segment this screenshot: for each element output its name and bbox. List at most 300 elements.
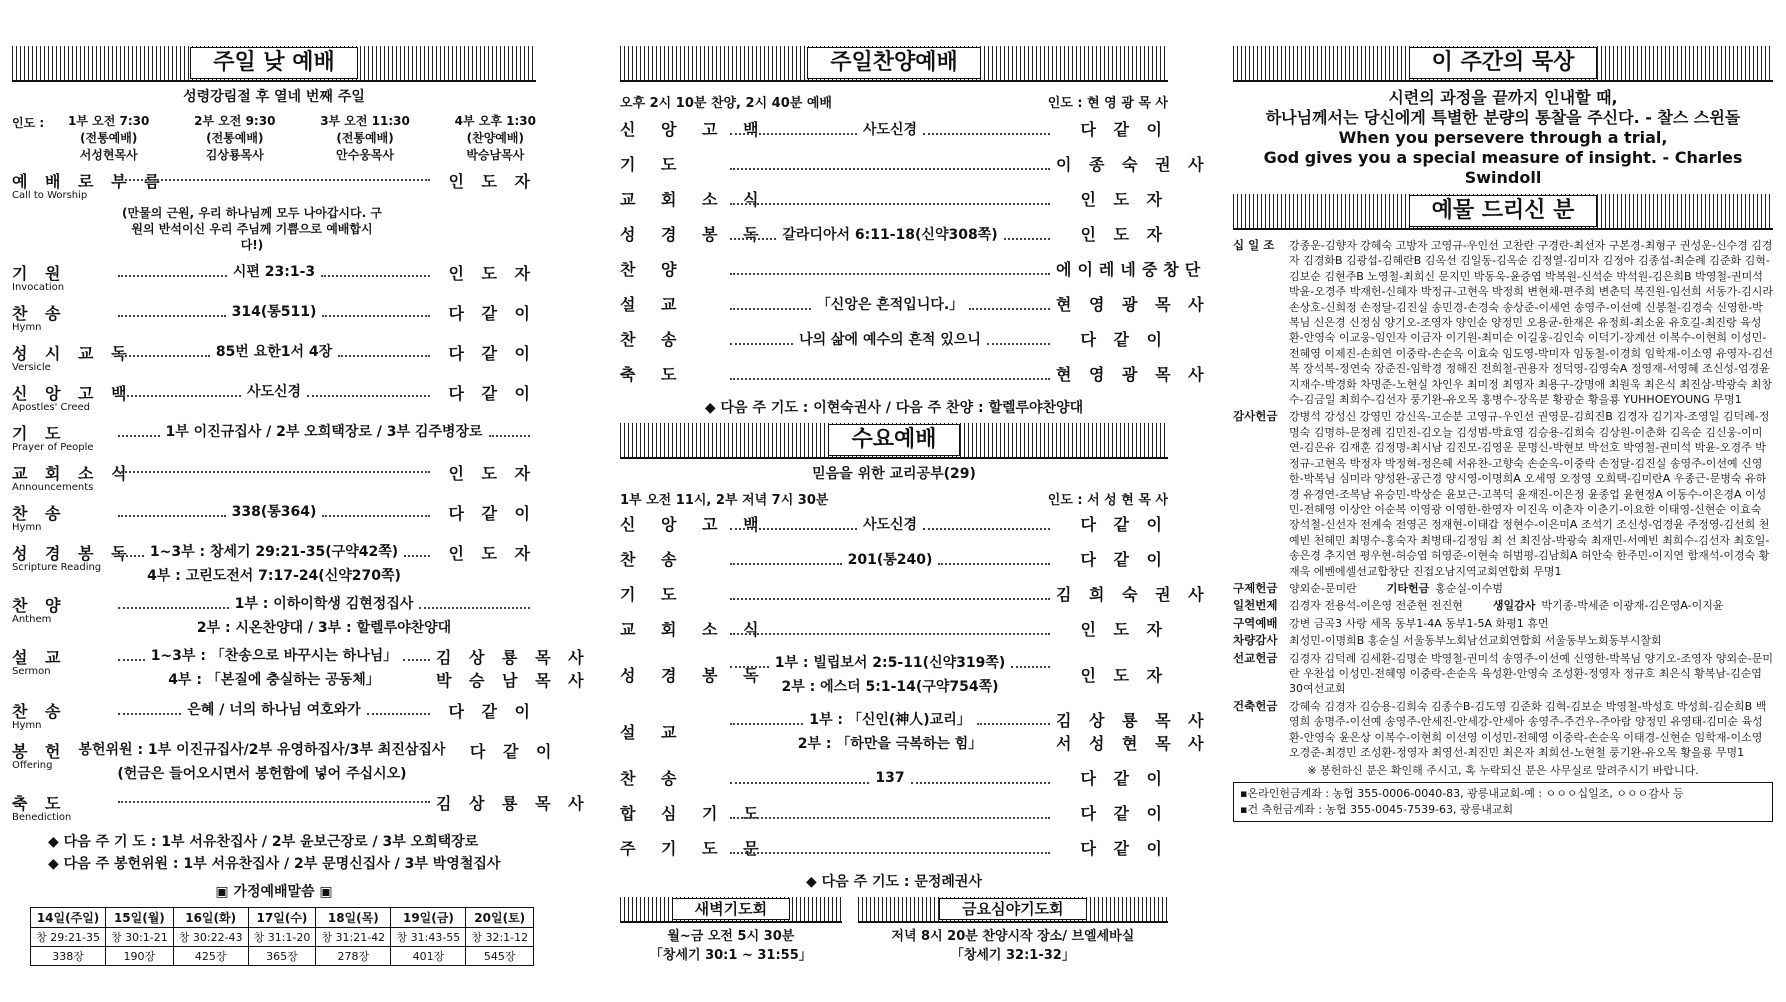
item-title: 찬 송: [620, 330, 687, 349]
item-content: 314(통511): [231, 304, 317, 320]
worship-item: [12, 739, 558, 783]
leader-dots: [322, 505, 430, 517]
leader-dots: [730, 263, 1050, 275]
item-content: 사도신경: [862, 121, 918, 138]
item-title: 찬 송: [12, 702, 67, 721]
item-content-area: [112, 791, 436, 803]
meditation-header: [1233, 46, 1773, 82]
item-english: Apostles' Creed: [12, 402, 91, 413]
item-title: 찬 양: [12, 596, 67, 615]
item-content-area: [112, 593, 536, 637]
worship-item: [620, 512, 1168, 535]
item-line: [112, 461, 436, 473]
family-cell: 190장: [106, 947, 173, 966]
item-content-area: [112, 645, 436, 689]
family-cell: 16일(화): [173, 908, 248, 928]
item-responsible: 다 같 이: [1080, 330, 1168, 349]
giver-names-text: 최성민-이명희B 홍순실 서울동부노회남선교회연합회 서울동부노회동부시찰회: [1289, 634, 1662, 648]
worship-item: [620, 708, 1210, 754]
praise-info: [620, 92, 1168, 111]
item-right: [436, 645, 590, 691]
item-title: 성 경 봉 독: [12, 544, 133, 563]
item-right: [436, 341, 536, 364]
leader-dots: [118, 345, 210, 357]
worship-item: [12, 301, 536, 333]
wednesday-time: 1부 오전 11시, 2부 저녁 7시 30분: [620, 493, 829, 508]
sunday-worship-header: [12, 46, 536, 82]
giver-group: [1233, 598, 1773, 613]
item-content: 137: [875, 769, 905, 786]
worship-item: [12, 206, 536, 253]
giver-category: 십 일 조: [1233, 238, 1275, 252]
leader-dots: [730, 553, 842, 565]
item-right: [1056, 512, 1168, 535]
item-right: [1056, 152, 1210, 175]
wednesday-subtitle: 믿음을 위한 교리공부(29): [812, 466, 976, 482]
item-responsible: 현 영 광 목 사: [1056, 295, 1210, 314]
item-content-area: [724, 329, 1056, 349]
item-label: [12, 593, 112, 625]
leader-dots: [489, 425, 531, 437]
item-line: [112, 645, 436, 665]
prayer-meetings: [620, 897, 1168, 963]
leader-dots: [923, 518, 1050, 530]
givers-list: [1233, 238, 1773, 760]
worship-item: [620, 327, 1168, 350]
item-label: [12, 301, 112, 333]
giver-names-text-2: 박기종-박세준 이광재-김은영A-이지윤: [1541, 599, 1724, 613]
item-responsible: 인 도 자: [448, 544, 536, 563]
item-right: [1056, 117, 1168, 140]
item-right: [436, 501, 536, 524]
worship-item: [620, 582, 1210, 605]
leaders-label: 인도 :: [12, 116, 45, 130]
item-right: [436, 301, 536, 324]
worship-item: [620, 187, 1168, 210]
service-leader: 김상룡목사: [205, 148, 264, 162]
item-title: 성 시 교 독: [12, 344, 133, 363]
item-content: 1~3부 : 「찬송으로 바꾸시는 하나님」: [150, 648, 398, 664]
worship-item: [12, 501, 536, 533]
worship-item: [620, 257, 1207, 280]
family-cell: 278장: [316, 947, 391, 966]
worship-item: [620, 117, 1168, 140]
wednesday-info: [620, 489, 1168, 508]
item-content: 201(통240): [847, 551, 933, 568]
next-prayer: ◆ 다음 주 기 도 : 1부 서유찬집사 / 2부 윤보근장로 / 3부 오희택장로: [48, 834, 479, 850]
item-responsible: 다 같 이: [1080, 769, 1168, 788]
leader-dots: [321, 265, 430, 277]
family-cell: 창 31:21-42: [316, 928, 391, 947]
item-right: [1056, 547, 1168, 570]
service-kind: (전통예배): [206, 131, 264, 145]
praise-time: 오후 2시 10분 찬양, 2시 40분 예배: [620, 96, 832, 111]
worship-item: [12, 699, 536, 731]
item-content: 사도신경: [246, 384, 302, 400]
item-content-area: [112, 261, 436, 281]
item-label: [12, 791, 112, 823]
item-line: [724, 807, 1056, 819]
worship-item: [620, 362, 1210, 385]
item-content-area: [724, 709, 1056, 753]
leader-dots: [118, 385, 241, 397]
item-line: [724, 770, 1056, 786]
giver-category-2: 생일감사: [1492, 599, 1536, 613]
item-label: [12, 541, 133, 573]
item-responsible: 다 같 이: [1080, 839, 1168, 858]
item-content-area: [112, 541, 436, 585]
item-responsible: 다 같 이: [448, 702, 536, 721]
item-english: Sermon: [12, 666, 51, 677]
item-content-area: [724, 652, 1056, 696]
item-title: 합 심 기 도: [620, 804, 769, 823]
giver-group: [1233, 409, 1773, 578]
item-content: 「신앙은 흔적입니다.」: [816, 296, 964, 313]
leader-dots: [338, 345, 430, 357]
giver-group: [1233, 651, 1773, 697]
item-content-area: [724, 368, 1056, 380]
item-line: [724, 368, 1056, 380]
leader-dots: [118, 649, 145, 661]
leader-dots: [403, 649, 430, 661]
item-content-area: [724, 158, 1056, 170]
item-line: [66, 739, 457, 759]
service-leader: 안수웅목사: [336, 148, 395, 162]
item-title: 찬 송: [620, 769, 687, 788]
worship-item: [620, 801, 1168, 824]
giver-names: [1289, 409, 1773, 578]
leader-dots: [730, 158, 1050, 170]
giver-names-text: 강변 금곡3 사랑 세목 동부1-4A 동부1-5A 화평1 휴먼: [1289, 616, 1549, 630]
leader-dots: [404, 545, 430, 557]
leader-dots: [730, 713, 803, 725]
item-line: [724, 294, 1056, 314]
item-line: [724, 263, 1056, 275]
giver-category: 감사헌금: [1233, 409, 1278, 424]
leader-dots: [969, 298, 1050, 310]
family-cell: 창 30:1-21: [106, 928, 173, 947]
giver-group: [1233, 633, 1773, 648]
dawn-prayer: [620, 897, 842, 963]
item-content: 갈라디아서 6:11-18(신약308쪽): [782, 226, 998, 243]
item-responsible: 다 같 이: [1080, 120, 1168, 139]
item-title: 교 회 소 식: [620, 190, 769, 209]
item-responsible-2: 서 성 현 목 사: [1056, 734, 1210, 753]
giver-names-text: 김경자 김덕례 김세환-김명순 박영철-권미석 송영주-이선예 신영한-박복님 양기오-조영자 양외순-문미란 우찬섭 이성민-전혜영 이중락-손순옥 육성환-안영숙 조성환-정영자 정규호 최은식 황복남-김순엽 30여선교회: [1289, 651, 1773, 696]
item-title: 축 도: [620, 365, 687, 384]
item-content-area: [724, 514, 1056, 534]
item-title: 설 교: [620, 722, 687, 742]
next-week-notes: [48, 831, 536, 875]
friday-prayer: [858, 897, 1168, 963]
item-title: 신 앙 고 백: [12, 384, 133, 403]
leader-dots: [730, 588, 1050, 600]
family-cell: 17일(수): [248, 908, 315, 928]
family-cell: 15일(월): [106, 908, 173, 928]
item-english: Prayer of People: [12, 442, 94, 453]
worship-item: [12, 261, 536, 293]
item-english: Scripture Reading: [12, 562, 102, 573]
friday-prayer-time: 저녁 8시 20분 찬양시작 장소/ 브엘세바실: [891, 929, 1135, 944]
item-line: [724, 193, 1056, 205]
item-content-area: [724, 807, 1056, 819]
leader-dots: [322, 305, 430, 317]
family-cell: 14일(주일): [31, 908, 106, 928]
item-content-area: [112, 421, 536, 441]
item-english: Versicle: [12, 362, 51, 373]
family-cell: 창 30:22-43: [173, 928, 248, 947]
item-content-area: [112, 501, 436, 521]
item-title: 교 회 소 식: [12, 464, 133, 483]
service-kind: (찬양예배): [466, 131, 524, 145]
service-leader: 박승남목사: [466, 148, 525, 162]
item-title: 설 교: [620, 295, 687, 314]
sunday-worship-title: 주일 낮 예배: [190, 47, 358, 79]
item-content-area: [112, 699, 436, 719]
service-time: 2부 오전 9:30: [194, 114, 276, 128]
giver-group: [1233, 238, 1773, 407]
worship-item: [12, 791, 590, 823]
item-content: 시편 23:1-3: [232, 264, 316, 280]
item-responsible: 인 도 자: [1080, 225, 1168, 244]
item-content-area: [724, 842, 1056, 854]
item-content-2: (헌금은 들어오시면서 봉헌함에 넣어 주십시오): [117, 766, 407, 782]
worship-item: [620, 222, 1168, 245]
givers-title: 예물 드리신 분: [1409, 195, 1598, 227]
wednesday-worship-title: 수요예배: [828, 424, 959, 456]
leader-dots: [730, 807, 1050, 819]
item-line: [112, 541, 436, 561]
meditation-line: 시련의 과정을 끝까지 인내할 때,: [1388, 88, 1618, 107]
item-content-area: [112, 461, 436, 473]
service-3: [320, 112, 410, 163]
item-title: 축 도: [12, 794, 67, 813]
giver-names-text: 양외순-문미란: [1289, 581, 1357, 595]
family-cell: 창 31:43-55: [391, 928, 466, 947]
item-right: [1056, 663, 1168, 686]
praise-worship-header: [620, 46, 1168, 82]
leader-dots: [118, 505, 226, 517]
item-title: 기 원: [12, 264, 67, 283]
leader-dots: [419, 597, 530, 609]
item-label: [12, 169, 166, 201]
item-line: [724, 842, 1056, 854]
giver-category: 일천번제: [1233, 598, 1278, 613]
item-content-area: [112, 301, 436, 321]
praise-leader: 인도 : 현 영 광 목 사: [1047, 96, 1168, 111]
giving-notice: ※ 봉헌하신 분은 확인해 주시고, 혹 누락되신 분은 사무실로 알려주시기 바랍니다.: [1307, 764, 1699, 778]
item-responsible: 인 도 자: [1080, 620, 1168, 639]
item-right: [436, 381, 536, 404]
giver-names: [1289, 238, 1773, 407]
giver-group: [1233, 616, 1773, 631]
item-english: Hymn: [12, 322, 42, 333]
leader-dots: [118, 461, 430, 473]
item-responsible: 김 상 룡 목 사: [1056, 711, 1210, 730]
giver-names: [1289, 598, 1773, 613]
item-responsible: 현 영 광 목 사: [1056, 365, 1210, 384]
wednesday-leader: 인도 : 서 성 현 목 사: [1047, 493, 1168, 508]
item-title: 설 교: [12, 648, 67, 667]
item-content-area: [724, 770, 1056, 786]
meditation-line: God gives you a special measure of insight. - Charles Swindoll: [1263, 148, 1743, 187]
worship-item: [12, 645, 590, 691]
service-2: [194, 112, 275, 163]
item-responsible: 다 같 이: [1080, 550, 1168, 569]
item-title: 찬 양: [620, 260, 687, 279]
item-right: [1056, 187, 1168, 210]
item-right: [1056, 362, 1210, 385]
leader-dots: [977, 713, 1050, 725]
item-right: [1056, 708, 1210, 754]
item-right: [1056, 766, 1168, 789]
item-right: [436, 541, 536, 564]
item-title: 찬 송: [12, 304, 67, 323]
meditation-line: 하나님께서는 당신에게 특별한 분량의 통찰을 주신다. - 찰스 스윈돌: [1265, 108, 1741, 127]
family-worship-title: ▣ 가정예배말씀 ▣: [215, 884, 333, 900]
afternoon-worship-column: [620, 46, 1210, 963]
item-label: [12, 739, 66, 771]
leader-dots: [987, 333, 1050, 345]
item-line: [112, 501, 436, 521]
leader-dots: [730, 298, 811, 310]
item-line: [112, 593, 536, 613]
item-content: 338(통364): [231, 504, 317, 520]
worship-item: [12, 341, 536, 373]
item-right: [436, 461, 536, 484]
item-line: [724, 588, 1056, 600]
item-english: Offering: [12, 760, 53, 771]
family-cell: 18일(목): [316, 908, 391, 928]
leader-dots: [118, 791, 430, 803]
item-responsible: 다 같 이: [1080, 515, 1168, 534]
worship-item: [12, 169, 536, 201]
leader-dots: [938, 553, 1050, 565]
worship-item: [620, 547, 1168, 570]
wednesday-worship-header: [620, 423, 1168, 459]
leader-dots: [307, 385, 430, 397]
item-line: [112, 421, 536, 441]
giver-names-text: 김경자 전용석-이은영 전준현 전진현: [1289, 599, 1463, 613]
item-title: 교 회 소 식: [620, 620, 769, 639]
item-right: [1056, 292, 1210, 315]
family-cell: 338장: [31, 947, 106, 966]
item-content: 사도신경: [862, 516, 918, 533]
sunday-order-of-worship: [12, 169, 590, 823]
family-cell: 365장: [248, 947, 315, 966]
giver-category: 건축헌금: [1233, 698, 1278, 713]
item-title: 신 앙 고 백: [620, 515, 769, 534]
item-right: [1056, 617, 1168, 640]
item-right: [1056, 582, 1210, 605]
worship-item: [620, 766, 1168, 789]
leader-dots: [730, 368, 1050, 380]
item-responsible: 인 도 자: [448, 172, 536, 191]
item-responsible: 김 상 룡 목 사: [436, 648, 590, 667]
leader-dots: [730, 772, 869, 784]
item-responsible: 이 종 숙 권 사: [1056, 155, 1210, 174]
item-line: [112, 381, 436, 401]
worship-item: [12, 421, 536, 453]
leader-dots: [118, 169, 430, 181]
wednesday-next: ◆ 다음 주 기도 : 문정례권사: [806, 874, 982, 890]
item-right: [436, 791, 590, 814]
item-responsible: 김 상 룡 목 사: [436, 794, 590, 813]
family-cell: 19일(금): [391, 908, 466, 928]
giver-category: 구제헌금: [1233, 580, 1278, 595]
table-row: [31, 947, 534, 966]
item-label: [12, 501, 112, 533]
item-english: Benediction: [12, 812, 72, 823]
item-title: 찬 송: [620, 550, 687, 569]
service-4: [455, 112, 536, 163]
item-content-2: 2부 : 시온찬양대 / 3부 : 할렐루야찬양대: [196, 620, 452, 636]
leader-dots: [911, 772, 1050, 784]
leader-dots: [118, 597, 229, 609]
item-line: [724, 623, 1056, 635]
account-info-box: [1233, 782, 1773, 822]
item-responsible: 다 같 이: [1080, 804, 1168, 823]
leader-dots: [730, 623, 1050, 635]
item-line: [112, 261, 436, 281]
item-english: Announcements: [12, 482, 94, 493]
item-content: 은혜 / 너의 하나님 여호와가: [187, 702, 361, 718]
item-responsible: 다 같 이: [448, 344, 536, 363]
item-label: [12, 261, 112, 293]
item-content: 봉헌위원 : 1부 이진규집사/2부 유영하집사/3부 최진삼집사: [78, 742, 446, 758]
item-title: 주 기 도 문: [620, 839, 769, 858]
item-line: [724, 119, 1056, 139]
item-right: [457, 739, 557, 762]
dawn-prayer-text: 「창세기 30:1 ~ 31:55」: [649, 948, 812, 963]
worship-item: [12, 461, 536, 493]
item-responsible: 김 희 숙 권 사: [1056, 585, 1210, 604]
item-label: [12, 381, 133, 413]
giver-group: [1233, 699, 1773, 761]
item-line: [112, 699, 436, 719]
giver-group: [1233, 581, 1773, 596]
giver-names: [1289, 651, 1773, 697]
item-title: 성 경 봉 독: [620, 665, 769, 685]
giver-names: [1289, 581, 1773, 596]
leader-dots: [730, 228, 776, 240]
item-content-2: 2부 : 「하만을 극복하는 힘」: [797, 736, 983, 752]
item-title: 신 앙 고 백: [620, 120, 769, 139]
item-english: Hymn: [12, 522, 42, 533]
worship-item: [620, 652, 1168, 696]
item-content-2: 2부 : 에스더 5:1-14(구약754쪽): [781, 679, 999, 695]
item-content-area: [112, 169, 436, 181]
praise-order-of-worship: [620, 117, 1210, 385]
worship-item: [620, 617, 1168, 640]
giver-category-2: 기타헌금: [1386, 581, 1430, 595]
service-leader: 서성현목사: [79, 148, 138, 162]
item-content-area: [724, 263, 1056, 275]
leader-dots: [1004, 228, 1050, 240]
sunday-worship-column: [12, 46, 590, 966]
leader-dots: [730, 518, 857, 530]
item-title: 성 경 봉 독: [620, 225, 769, 244]
item-title: 찬 송: [12, 504, 67, 523]
item-label: [12, 421, 112, 453]
item-line: [724, 652, 1056, 672]
item-content-area: [112, 381, 436, 401]
table-row: [31, 928, 534, 947]
item-responsible: 다 같 이: [448, 504, 536, 523]
item-right: [436, 699, 536, 722]
giver-names-text: 강병석 강성신 강영민 강신옥-고순분 고영규-우인선 권영문-김희진B 김경자 김기자-조영일 김덕례-정명숙 김명하-문정례 김민진-김오늘 김성범-박효영 김승용-김희숙 김상원-이춘화 김옥순 김신웅-이미연-김은유 김재훈 김정명-최시남 김진모-김영운 문명신-박현보 박선호 박영철-권미석 박윤-오경주 박정규-고현옥 박정자 박정혁-정은혜 서유찬-고향숙 손순옥-이중락 손정달-김진실 송영주-이선예 신영한-박복님 심미라 양성완-공근경 양시영-이명희A 오세영 오정영 오희택-김미란A 우종근-문병숙 유하경 유경연-조복남 유승민-박상순 윤보근-고복덕 윤재진-이은정 윤종업 윤현정A 이동수-이은경A 이성민-전혜영 이상안 이순복 이영광 이영한-한영자 이진옥 이춘자 이춘기-이요한 이태영-신현순 이효숙 장석철-신선자 전계숙 전영곤 정재현-이태갑 정현수-이은미A 조석기 조신성-엄경윤 주정영-김선희 천예빈 천혜민 최명수-홍숙자 최병태-김정임 최 선 최진삼-박광숙 최재민-서예빈 최희수-김선자 최호일-송은경 추지연 평우현-허승엽 허영준-이현숙 허범평-김남희A 허안숙 한주민-이지연 함재석-이경숙 황재욱 에벤에셀선교합창단 진접오남지역교회연합회 무명1: [1289, 410, 1770, 578]
worship-item: [620, 292, 1210, 315]
